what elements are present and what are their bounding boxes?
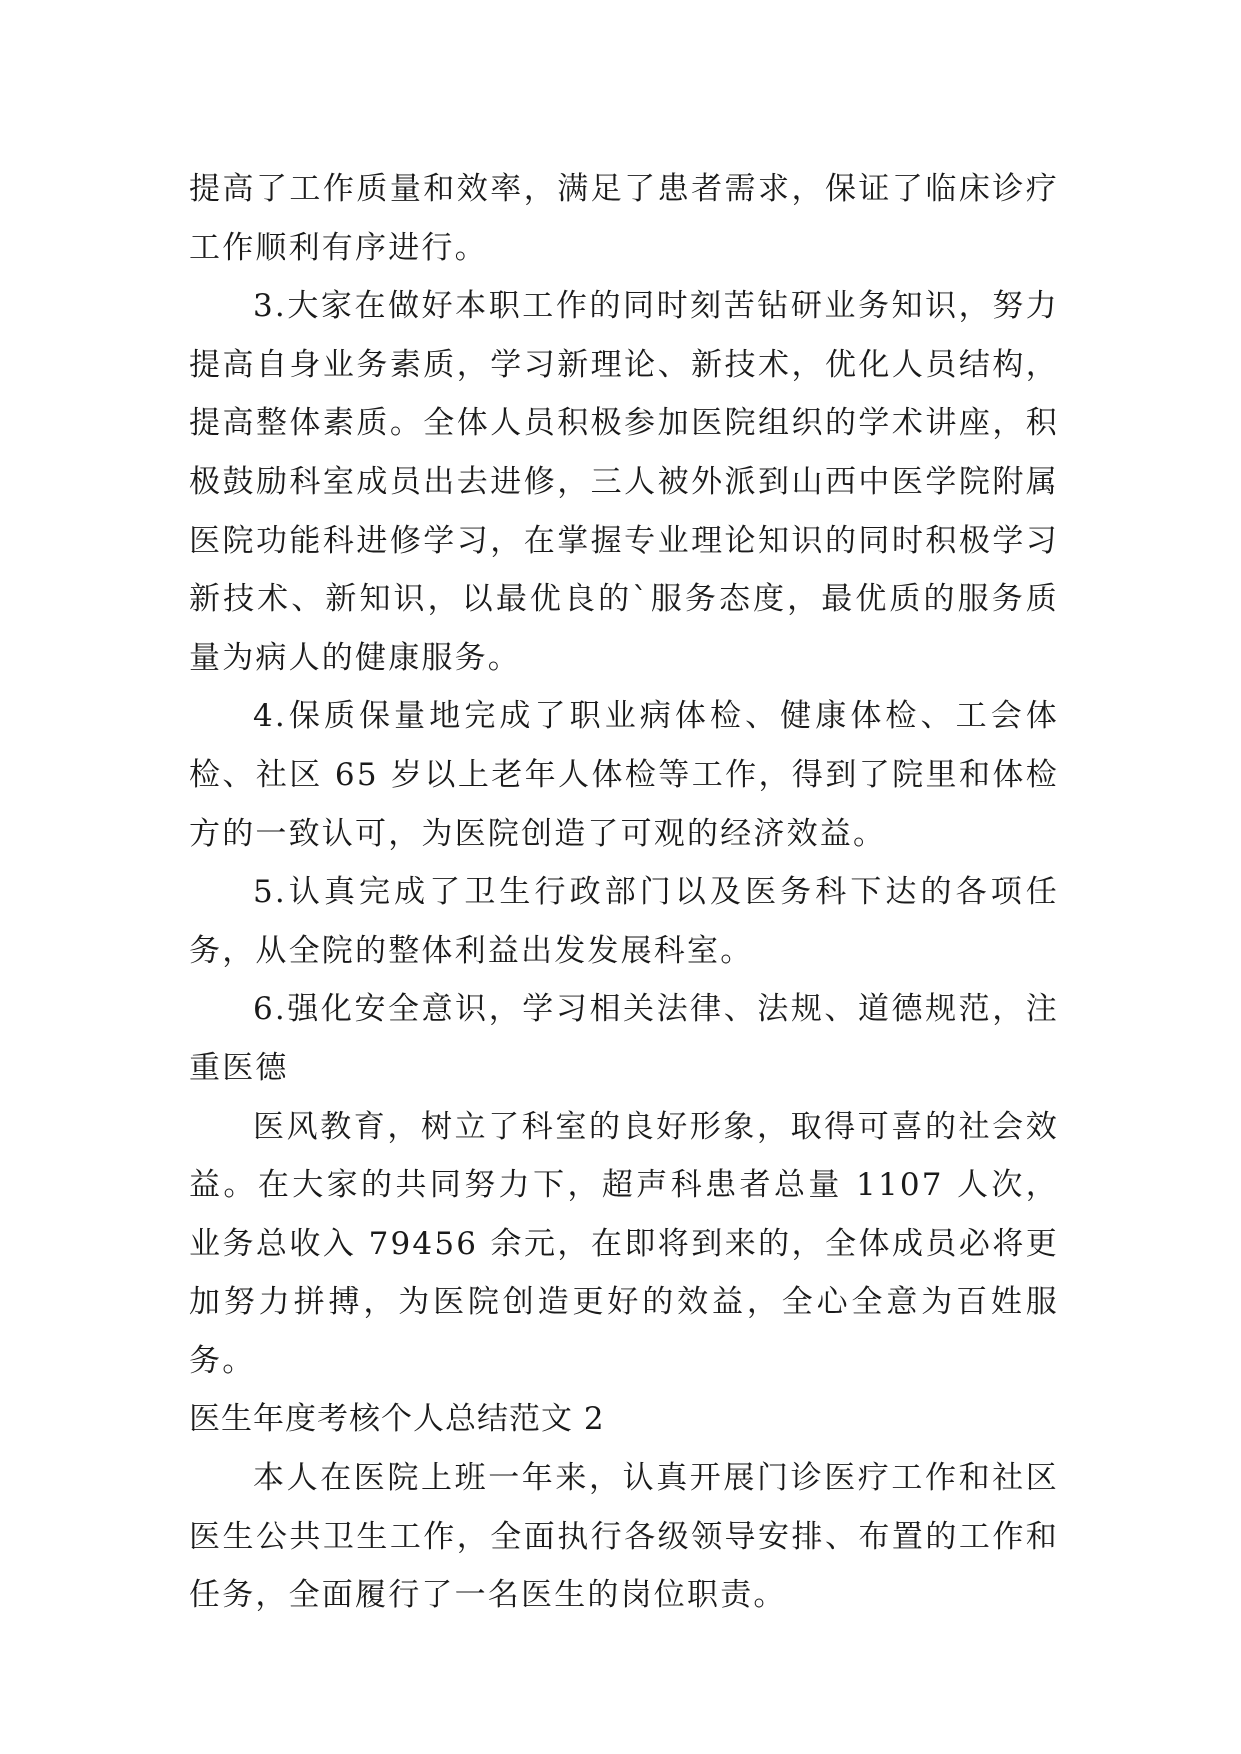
paragraph-item-3: 3.大家在做好本职工作的同时刻苦钻研业务知识，努力提高自身业务素质，学习新理论、新技术，优化人员结构，提高整体素质。全体人员积极参加医院组织的学术讲座，积极鼓励科室成员出去进修，三人被外派到山西中医学院附属医院功能科进修学习，在掌握专业理论知识的同时积极学习新技术、新知识，以最优良的`服务态度，最优质的服务质量为病人的健康服务。 — [189, 288, 1059, 676]
paragraph-item-6: 6.强化安全意识，学习相关法律、法规、道德规范，注重医德 — [189, 991, 1059, 1086]
paragraph-item-5: 5.认真完成了卫生行政部门以及医务科下达的各项任务，从全院的整体利益出发发展科室。 — [189, 874, 1059, 969]
paragraph-medical-ethics: 医风教育，树立了科室的良好形象，取得可喜的社会效益。在大家的共同努力下，超声科患者总量 1107 人次，业务总收入 79456 余元，在即将到来的，全体成员必将更加努力拼搏，为医院创造更好的效益，全心全意为百姓服务。 — [189, 1108, 1059, 1379]
paragraph-item-4: 4.保质保量地完成了职业病体检、健康体检、工会体检、社区 65 岁以上老年人体检等工作，得到了院里和体检方的一致认可，为医院创造了可观的经济效益。 — [189, 698, 1059, 852]
section-heading: 医生年度考核个人总结范文 2 — [189, 1401, 605, 1438]
document-body — [189, 160, 1059, 1625]
paragraph-intro-2: 本人在医院上班一年来，认真开展门诊医疗工作和社区医生公共卫生工作，全面执行各级领导安排、布置的工作和任务，全面履行了一名医生的岗位职责。 — [189, 1460, 1059, 1614]
paragraph-continuation: 提高了工作质量和效率，满足了患者需求，保证了临床诊疗工作顺利有序进行。 — [189, 171, 1059, 266]
